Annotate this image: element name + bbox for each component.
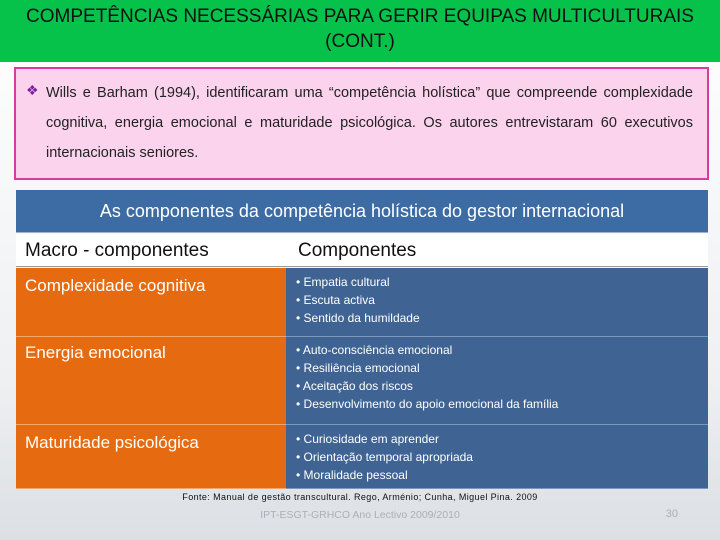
slide-title-line2: (CONT.) bbox=[325, 31, 395, 52]
diamond-bullet-icon: ❖ bbox=[26, 82, 39, 98]
list-item: • Curiosidade em aprender bbox=[296, 430, 708, 448]
table-row-components bbox=[286, 268, 708, 337]
list-item: • Empatia cultural bbox=[296, 273, 708, 291]
table-row-macro: Complexidade cognitiva bbox=[16, 268, 286, 337]
list-item: • Moralidade pessoal bbox=[296, 466, 708, 484]
table-row-macro: Maturidade psicológica bbox=[16, 425, 286, 489]
list-item: • Aceitação dos riscos bbox=[296, 377, 708, 395]
page-number: 30 bbox=[665, 508, 678, 520]
slide-title bbox=[0, 0, 720, 62]
list-item: • Desenvolvimento do apoio emocional da família bbox=[296, 395, 708, 413]
intro-text: Wills e Barham (1994), identificaram uma “competência holística” que compreende complexidade cognitiva, energia emocional e maturidade psicológica. Os autores entrevistaram 60 executivos internacionais seniores. bbox=[46, 85, 693, 161]
list-item: • Auto-consciência emocional bbox=[296, 341, 708, 359]
table-row-components bbox=[286, 425, 708, 489]
slide-title-line1: COMPETÊNCIAS NECESSÁRIAS PARA GERIR EQUIPAS MULTICULTURAIS bbox=[26, 6, 694, 27]
table-title: As componentes da competência holística do gestor internacional bbox=[16, 190, 708, 233]
list-item: • Orientação temporal apropriada bbox=[296, 448, 708, 466]
list-item: • Resiliência emocional bbox=[296, 359, 708, 377]
table-row-components bbox=[286, 337, 708, 425]
footer-text: IPT-ESGT-GRHCO Ano Lectivo 2009/2010 bbox=[260, 509, 460, 521]
list-item: • Sentido da humildade bbox=[296, 309, 708, 327]
intro-box bbox=[14, 67, 709, 180]
column-header-components: Componentes bbox=[286, 234, 708, 267]
column-header-macro: Macro - componentes bbox=[16, 234, 286, 267]
list-item: • Escuta activa bbox=[296, 291, 708, 309]
source-citation: Fonte: Manual de gestão transcultural. Rego, Arménio; Cunha, Miguel Pina. 2009 bbox=[182, 492, 538, 502]
table-row-macro: Energia emocional bbox=[16, 337, 286, 425]
